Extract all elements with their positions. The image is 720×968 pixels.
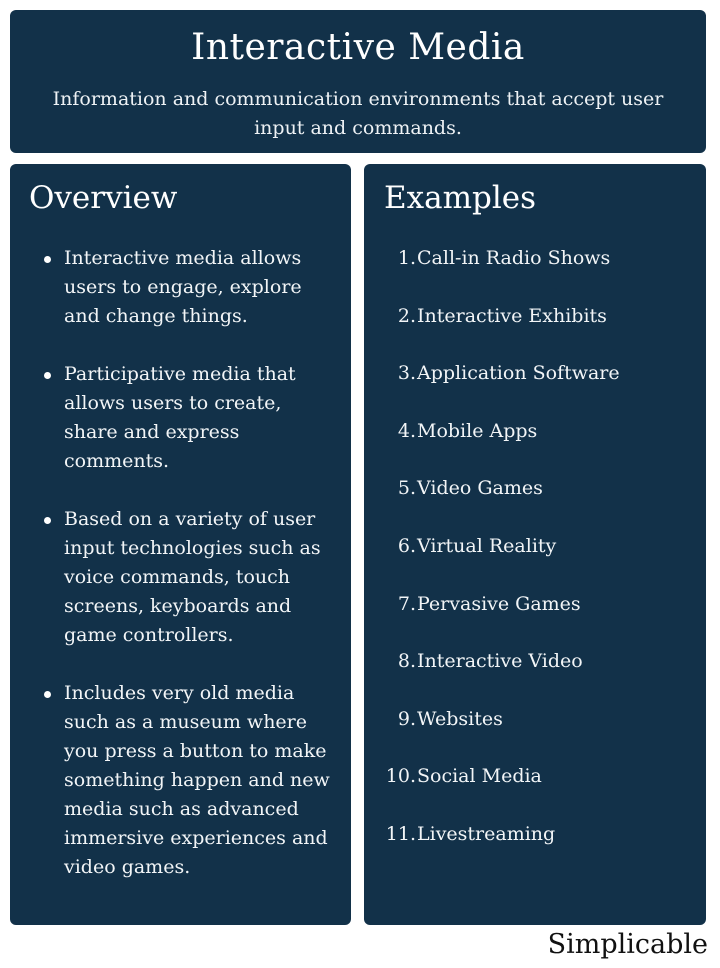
example-number: 8. — [397, 650, 416, 673]
example-item — [364, 302, 706, 360]
overview-item — [40, 505, 340, 650]
example-label: Interactive Video — [417, 650, 583, 673]
example-item — [364, 590, 706, 648]
example-number: 7. — [397, 592, 416, 615]
example-item — [364, 647, 706, 705]
example-number: 1. — [397, 247, 416, 269]
example-number: 9. — [397, 707, 416, 730]
example-label: Mobile Apps — [417, 419, 538, 442]
example-label: Livestreaming — [417, 822, 556, 845]
example-number: 10. — [385, 765, 416, 788]
overview-heading: Overview — [29, 180, 178, 216]
overview-list — [40, 244, 340, 911]
example-label: Call-in Radio Shows — [417, 247, 611, 269]
bullet-icon — [44, 691, 51, 698]
overview-item-text: Based on a variety of user input technologies such as voice commands, touch screens, keyboards and game controllers. — [64, 508, 321, 646]
example-item — [364, 244, 706, 302]
example-item — [364, 474, 706, 532]
example-number: 6. — [397, 534, 416, 557]
overview-item — [40, 244, 340, 331]
bullet-icon — [44, 256, 51, 263]
example-number: 11. — [385, 822, 416, 845]
example-label: Virtual Reality — [417, 534, 557, 557]
examples-panel — [364, 164, 706, 925]
page-subtitle: Information and communication environments that accept user input and commands. — [52, 88, 664, 139]
example-label: Pervasive Games — [417, 592, 581, 615]
header-panel — [10, 10, 706, 153]
overview-item-text: Includes very old media such as a museum where you press a button to make something happen and new media such as advanced immersive experiences and video games. — [64, 682, 330, 878]
example-number: 4. — [397, 419, 416, 442]
brand-logo-text: Simplicable — [547, 929, 708, 960]
examples-list — [364, 244, 706, 878]
overview-item — [40, 360, 340, 476]
overview-item-text: Interactive media allows users to engage, explore and change things. — [64, 247, 302, 327]
overview-panel — [10, 164, 351, 925]
example-number: 5. — [397, 477, 416, 500]
example-item — [364, 820, 706, 878]
example-number: 3. — [397, 362, 416, 385]
example-label: Websites — [417, 707, 503, 730]
example-label: Video Games — [417, 477, 543, 500]
example-item — [364, 359, 706, 417]
bullet-icon — [44, 372, 51, 379]
example-item — [364, 705, 706, 763]
example-item — [364, 417, 706, 475]
example-label: Interactive Exhibits — [417, 304, 607, 327]
bullet-icon — [44, 517, 51, 524]
page-title: Interactive Media — [191, 27, 525, 68]
example-label: Application Software — [417, 362, 620, 385]
example-item — [364, 762, 706, 820]
example-label: Social Media — [417, 765, 542, 788]
example-number: 2. — [397, 304, 416, 327]
overview-item — [40, 679, 340, 882]
examples-heading: Examples — [384, 180, 537, 216]
overview-item-text: Participative media that allows users to create, share and express comments. — [64, 363, 296, 472]
example-item — [364, 532, 706, 590]
